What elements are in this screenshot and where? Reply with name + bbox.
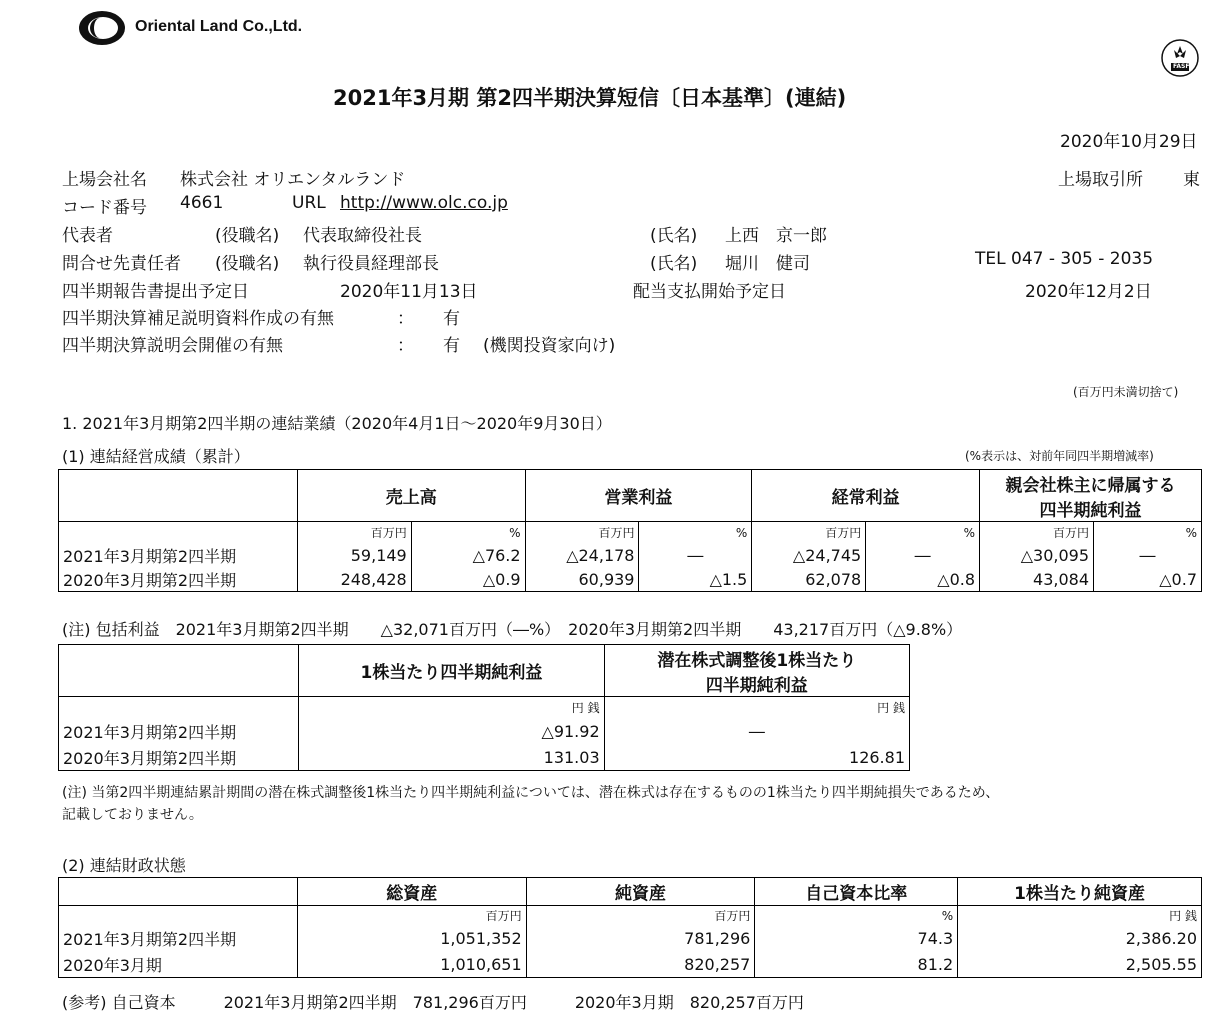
table-row (59, 544, 1202, 568)
fasf-text: FASF (1173, 63, 1190, 70)
position-header-blank (59, 878, 298, 906)
exchange-value: 東 (1183, 170, 1200, 190)
row-label: 2021年3月期第2四半期 (59, 544, 298, 568)
company-logo (78, 10, 130, 46)
company-logo-text: Oriental Land Co.,Ltd. (135, 18, 303, 35)
cell: 131.03 (299, 745, 604, 771)
sub2-title: (2) 連結財政状態 (62, 856, 186, 875)
cell: 248,428 (297, 568, 411, 592)
header-diluted-eps (604, 645, 909, 697)
cell: 1,010,651 (297, 952, 526, 978)
url-label: URL (292, 193, 326, 213)
dividend-date-label: 配当支払開始予定日 (633, 282, 786, 302)
unit-yen-sen: 円 銭 (299, 697, 604, 719)
position-unit-blank (59, 906, 298, 926)
cell: ― (639, 544, 752, 568)
company-name: 株式会社 オリエンタルランド (180, 170, 406, 190)
reference-equity-note: (参考) 自己資本 2021年3月期第2四半期 781,296百万円 2020年3月期 820,257百万円 (62, 993, 804, 1012)
cell: 74.3 (755, 926, 958, 952)
eps-table (58, 644, 910, 771)
section1-title: 1. 2021年3月期第2四半期の連結業績（2020年4月1日～2020年9月30日） (62, 414, 612, 433)
header-net-income (980, 470, 1202, 522)
briefing-value: 有 (443, 336, 460, 356)
cell: △24,178 (525, 544, 639, 568)
cell: ― (1094, 544, 1202, 568)
briefing-label: 四半期決算説明会開催の有無 (62, 336, 283, 356)
header-total-assets: 総資産 (297, 878, 526, 906)
header-equity-ratio: 自己資本比率 (755, 878, 958, 906)
contact-title: 執行役員経理部長 (303, 254, 439, 274)
supplementary-label: 四半期決算補足説明資料作成の有無 (62, 309, 334, 329)
header-operating-income: 営業利益 (525, 470, 752, 522)
unit-pct: % (1094, 522, 1202, 544)
rep-name: 上西 京一郎 (725, 226, 827, 246)
unit: % (755, 906, 958, 926)
row-label: 2020年3月期 (59, 952, 298, 978)
unit-yen-sen: 円 銭 (604, 697, 909, 719)
financial-position-table (58, 877, 1202, 978)
cell: 2,386.20 (958, 926, 1202, 952)
company-url-link[interactable]: http://www.olc.co.jp (340, 193, 508, 213)
unit: 百万円 (526, 906, 755, 926)
eps-note-line1: (注) 当第2四半期連結累計期間の潜在株式調整後1株当たり四半期純利益については、潜在株式は存在するものの1株当たり四半期純損失であるため、 (62, 785, 1000, 801)
cell: 820,257 (526, 952, 755, 978)
contact-name: 堀川 健司 (725, 254, 810, 274)
row-label: 2021年3月期第2四半期 (59, 719, 299, 745)
cell: ― (866, 544, 980, 568)
sub1-note: (%表示は、対前年同四半期増減率) (965, 449, 1154, 463)
rep-name-label: (氏名) (650, 226, 698, 246)
header-net-income-line2: 四半期純利益 (1039, 500, 1142, 521)
oriental-land-logo-icon (78, 10, 130, 46)
unit-pct: % (639, 522, 752, 544)
unit-pct: % (411, 522, 525, 544)
eps-note-line2: 記載しておりません。 (62, 807, 203, 823)
cell: △0.8 (866, 568, 980, 592)
rep-title-label: (役職名) (215, 226, 280, 246)
cell: △30,095 (980, 544, 1094, 568)
unit-million: 百万円 (525, 522, 639, 544)
rep-title: 代表取締役社長 (303, 226, 422, 246)
unit-million: 百万円 (980, 522, 1094, 544)
report-date: 2020年10月29日 (1060, 132, 1198, 152)
table-row (59, 952, 1202, 978)
header-bps: 1株当たり純資産 (958, 878, 1202, 906)
eps-header-blank (59, 645, 299, 697)
unit-pct: % (866, 522, 980, 544)
company-name-label: 上場会社名 (62, 170, 147, 190)
header-ordinary-income: 経常利益 (752, 470, 980, 522)
cell: 2,505.55 (958, 952, 1202, 978)
contact-title-label: (役職名) (215, 254, 280, 274)
unit-million: 百万円 (297, 522, 411, 544)
cell: 43,084 (980, 568, 1094, 592)
page-title: 2021年3月期 第2四半期決算短信〔日本基準〕(連結) (333, 86, 847, 110)
representative-label: 代表者 (62, 226, 113, 246)
exchange-label: 上場取引所 (1058, 170, 1143, 190)
header-sales: 売上高 (297, 470, 525, 522)
row-label: 2020年3月期第2四半期 (59, 745, 299, 771)
unit-million: 百万円 (752, 522, 866, 544)
results-header-blank (59, 470, 298, 522)
dividend-date-value: 2020年12月2日 (1025, 282, 1152, 302)
cell: △76.2 (411, 544, 525, 568)
cell: 59,149 (297, 544, 411, 568)
contact-name-label: (氏名) (650, 254, 698, 274)
table-row (59, 568, 1202, 592)
briefing-note: (機関投資家向け) (483, 336, 616, 356)
header-net-income-line1: 親会社株主に帰属する (1005, 475, 1176, 496)
report-date-label: 四半期報告書提出予定日 (62, 282, 249, 302)
header-diluted-eps-line1: 潜在株式調整後1株当たり (657, 650, 857, 671)
fasf-seal-icon (1160, 38, 1200, 78)
header-diluted-eps-line2: 四半期純利益 (705, 675, 808, 696)
eps-unit-blank (59, 697, 299, 719)
fasf-mark (1160, 38, 1200, 78)
cell: △24,745 (752, 544, 866, 568)
header-eps: 1株当たり四半期純利益 (299, 645, 604, 697)
cell: ― (604, 719, 909, 745)
table-row (59, 719, 910, 745)
table-row (59, 745, 910, 771)
cell: △91.92 (299, 719, 604, 745)
table-row (59, 926, 1202, 952)
cell: 81.2 (755, 952, 958, 978)
sub1-title: (1) 連結経営成績（累計） (62, 447, 250, 466)
cell: 62,078 (752, 568, 866, 592)
row-label: 2020年3月期第2四半期 (59, 568, 298, 592)
contact-tel: TEL 047 - 305 - 2035 (975, 249, 1154, 269)
header-net-assets: 純資産 (526, 878, 755, 906)
results-table (58, 469, 1202, 592)
supplementary-value: 有 (443, 309, 460, 329)
rounding-note: (百万円未満切捨て) (1073, 385, 1179, 399)
cell: △1.5 (639, 568, 752, 592)
row-label: 2021年3月期第2四半期 (59, 926, 298, 952)
cell: 781,296 (526, 926, 755, 952)
code-value: 4661 (180, 193, 224, 213)
unit: 円 銭 (958, 906, 1202, 926)
cell: 126.81 (604, 745, 909, 771)
unit-row-blank (59, 522, 298, 544)
briefing-colon: ： (397, 336, 414, 356)
report-date-value: 2020年11月13日 (340, 282, 478, 302)
supplementary-colon: ： (397, 309, 414, 329)
cell: △0.9 (411, 568, 525, 592)
comprehensive-income-note: (注) 包括利益 2021年3月期第2四半期 △32,071百万円（―%） 2020年3月期第2四半期 43,217百万円（△9.8%） (62, 620, 963, 639)
cell: 60,939 (525, 568, 639, 592)
contact-label: 問合せ先責任者 (62, 254, 181, 274)
code-label: コード番号 (62, 198, 147, 218)
cell: △0.7 (1094, 568, 1202, 592)
unit: 百万円 (297, 906, 526, 926)
cell: 1,051,352 (297, 926, 526, 952)
